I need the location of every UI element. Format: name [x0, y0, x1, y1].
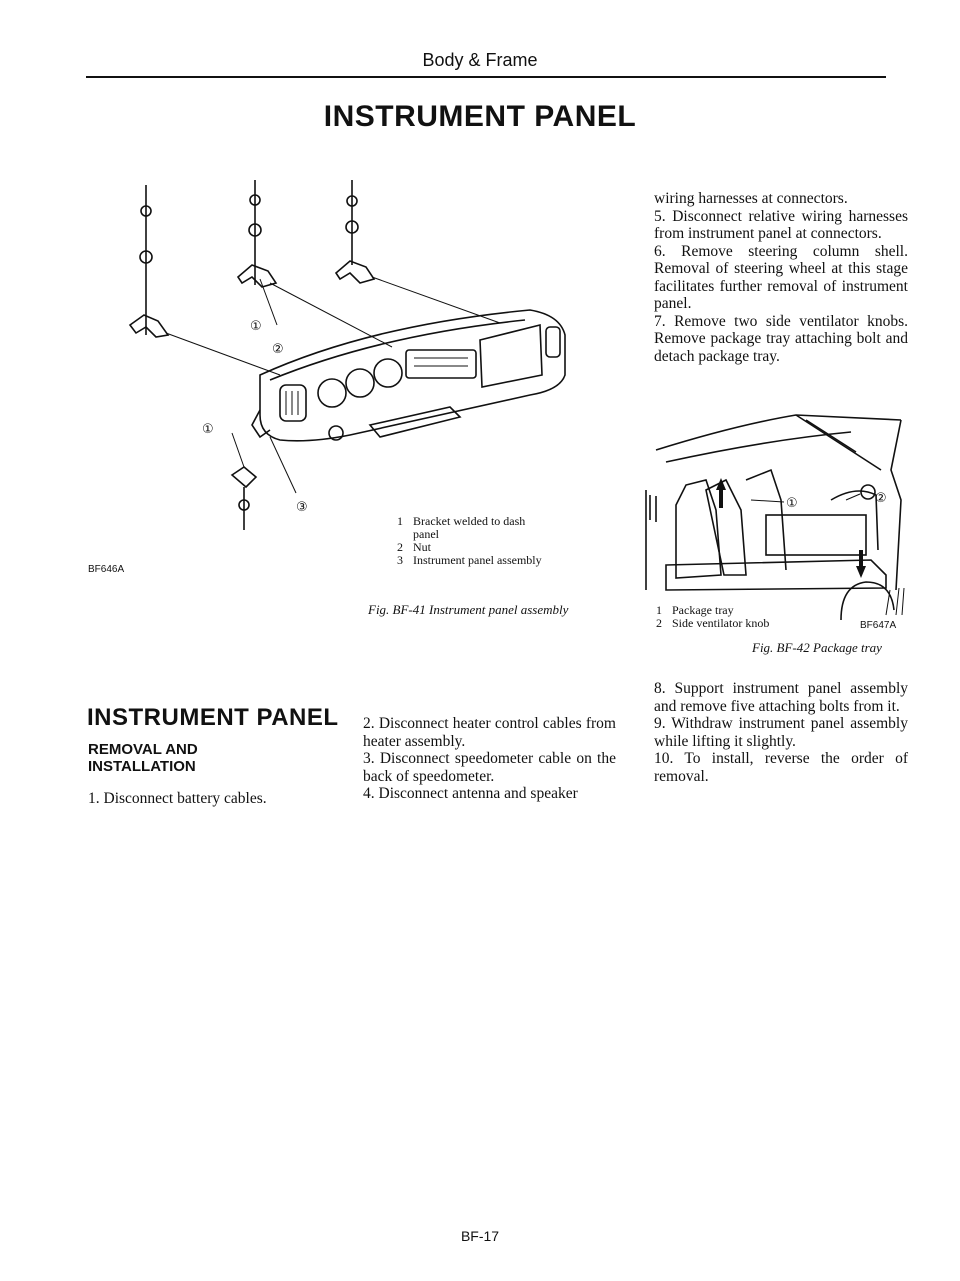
legend-item: 1 Package tray: [656, 603, 734, 617]
figure2-legend: [656, 604, 806, 630]
step-4-cont: wiring harnesses at connectors.: [654, 190, 848, 207]
dash-panel-body: [260, 310, 565, 441]
legend-item-cont: panel: [413, 527, 439, 541]
header-rule: [86, 76, 886, 78]
legend-item: 1 Bracket welded to dash: [397, 514, 526, 528]
section-subtitle: REMOVAL AND INSTALLATION: [88, 741, 198, 775]
legend-item: 2 Nut: [397, 540, 431, 554]
step-10: 10. To install, reverse the order of removal.: [654, 750, 908, 785]
step-8: 8. Support instrument panel assembly and remove five attaching bolts from it.: [654, 680, 908, 715]
page-title: INSTRUMENT PANEL: [323, 100, 637, 133]
step-4: 4. Disconnect antenna and speaker: [363, 785, 578, 802]
figure1-legend: [397, 515, 617, 567]
middle-steps: [363, 715, 616, 803]
right-bolt-stack-icon: [336, 180, 500, 323]
package-tray-illustration: [646, 410, 911, 620]
right-steps-bottom: [654, 680, 908, 785]
figure1-code: BF646A: [88, 564, 125, 575]
callout-3: ③: [296, 499, 308, 514]
step-3: 3. Disconnect speedometer cable on the back of speedometer.: [363, 750, 616, 785]
legend-item: 3 Instrument panel assembly: [397, 553, 542, 567]
step-5: 5. Disconnect relative wiring harnesses from instrument panel at connectors.: [654, 207, 908, 242]
legend-item: 2 Side ventilator knob: [656, 616, 770, 630]
left-bolt-stack-icon: [130, 185, 280, 375]
callout-1-bottom: ①: [202, 421, 214, 436]
figure2-code: BF647A: [860, 620, 897, 631]
fig2-callout-2: ②: [875, 490, 887, 505]
step-2: 2. Disconnect heater control cables from heater assembly.: [363, 715, 616, 750]
step-1: 1. Disconnect battery cables.: [88, 790, 267, 807]
bottom-bolt-stack-icon: [232, 410, 296, 530]
figure1-caption: Fig. BF-41 Instrument panel assembly: [368, 602, 569, 617]
section-title: INSTRUMENT PANEL: [87, 704, 339, 731]
running-header: Body & Frame: [422, 50, 538, 70]
page-number: BF-17: [460, 1228, 500, 1244]
figure2-caption: Fig. BF-42 Package tray: [752, 640, 882, 655]
right-steps-top: [654, 190, 908, 365]
fig2-callout-1: ①: [786, 495, 798, 510]
step-7: 7. Remove two side ventilator knobs. Remove package tray attaching bolt and detach package tray.: [654, 312, 908, 365]
callout-2: ②: [272, 341, 284, 356]
step-6: 6. Remove steering column shell. Removal of steering wheel at this stage facilitates further removal of instrument panel.: [654, 242, 908, 312]
callout-1-top: ①: [250, 318, 262, 333]
step-9: 9. Withdraw instrument panel assembly while lifting it slightly.: [654, 715, 908, 750]
instrument-panel-illustration: [110, 175, 610, 565]
